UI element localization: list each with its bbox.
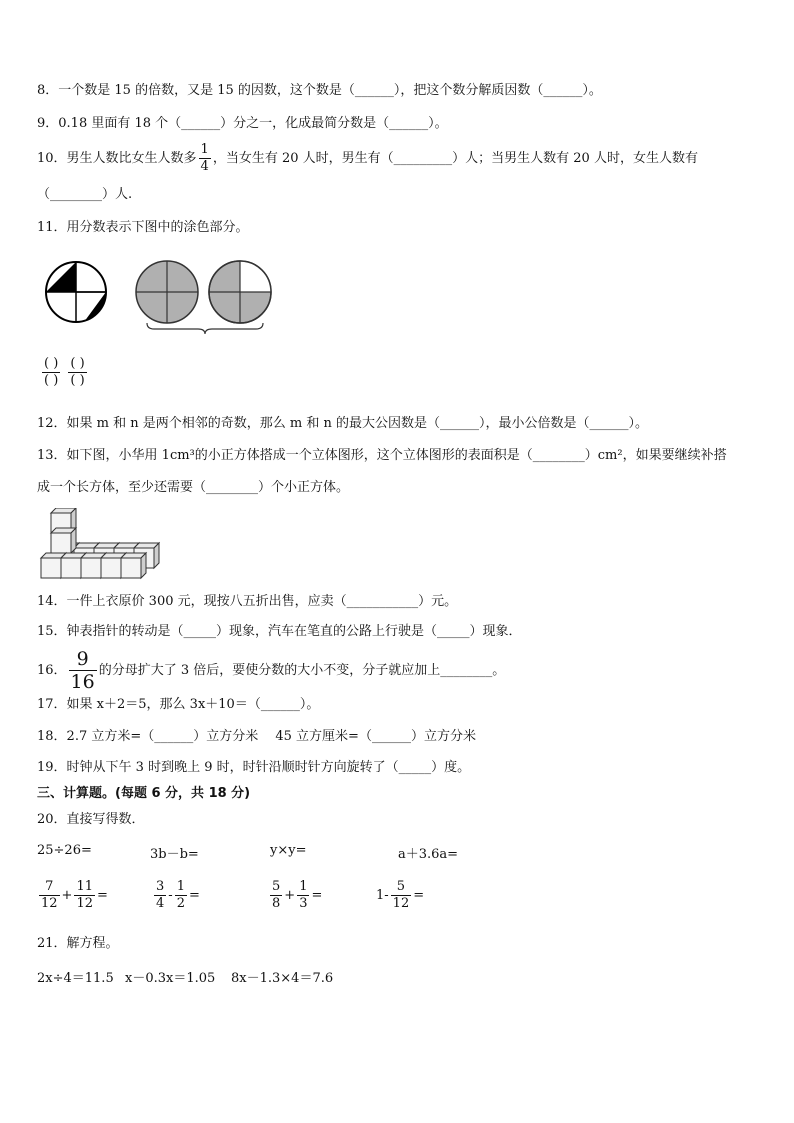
- f2-op: -: [168, 888, 173, 903]
- question-8: 8．一个数是 15 的倍数，又是 15 的因数，这个数是（______），把这个数分解质因数（______）。: [37, 83, 602, 98]
- f3-eq: =: [311, 888, 323, 903]
- q10-prefix: 10．男生人数比女生人数多: [37, 151, 197, 166]
- q20-row1-item-1: 25÷26=: [37, 843, 92, 858]
- question-18: 18．2.7 立方米=（______）立方分米 45 立方厘米=（______）立方分米: [37, 729, 476, 744]
- q10-frac-den: 4: [200, 159, 209, 174]
- q20-row1-item-3: y×y=: [270, 843, 307, 858]
- question-9: 9．0.18 里面有 18 个（______）分之一，化成最简分数是（______）。: [37, 116, 448, 131]
- question-12: 12．如果 m 和 n 是两个相邻的奇数，那么 m 和 n 的最大公因数是（______），最小公倍数是（______）。: [37, 416, 649, 431]
- question-15: 15．钟表指针的转动是（_____）现象，汽车在笔直的公路上行驶是（_____）现象．: [37, 624, 522, 639]
- q11-answer-fraction-2: [68, 356, 86, 389]
- f3-d2: 3: [299, 896, 308, 911]
- question-13-line2: 成一个长方体，至少还需要（________）个小正方体。: [37, 480, 350, 495]
- q16-prefix: 16．: [37, 663, 67, 678]
- f2-d1: 4: [156, 896, 165, 911]
- q21-equation-2: x－0.3x＝1.05: [125, 971, 216, 986]
- q11-figure: [40, 252, 280, 337]
- f1-n1: 7: [39, 879, 60, 896]
- question-13-line1: 13．如下图，小华用 1cm³的小正方体搭成一个立体图形，这个立体图形的表面积是（________）cm²，如果要继续补搭: [37, 448, 727, 463]
- question-11: 11．用分数表示下图中的涂色部分。: [37, 220, 249, 235]
- q10-fraction: [199, 142, 211, 175]
- f1-op: +: [61, 888, 73, 903]
- f4-d1: 12: [392, 896, 410, 911]
- q11-circle-1: [46, 262, 106, 322]
- q20-fraction-expr-3: [268, 879, 322, 912]
- q13-cube-figure: [38, 508, 160, 580]
- q11-a1-num: ( ): [44, 356, 59, 371]
- q11-circle-2: [136, 261, 198, 323]
- question-21: 21．解方程。: [37, 936, 119, 951]
- q16-suffix: 的分母扩大了 3 倍后，要使分数的大小不变，分子就应加上________。: [98, 663, 506, 678]
- q16-frac-num: 9: [69, 648, 97, 671]
- f3-n2: 1: [299, 879, 308, 894]
- q20-row1-item-2: 3b－b=: [150, 847, 199, 862]
- f2-eq: =: [188, 888, 200, 903]
- question-20: 20．直接写得数．: [37, 812, 145, 827]
- f1-eq: =: [97, 888, 108, 903]
- f1-d1: 12: [41, 896, 58, 911]
- section-3-heading: 三、计算题。(每题 6 分，共 18 分): [37, 786, 251, 801]
- q10-frac-num: 1: [200, 142, 209, 157]
- q20-fraction-expr-2: [152, 879, 200, 912]
- question-19: 19．时钟从下午 3 时到晚上 9 时，时针沿顺时针方向旋转了（_____）度。: [37, 760, 471, 775]
- f2-n1: 3: [156, 879, 165, 894]
- f1-d2: 12: [76, 896, 93, 911]
- question-10-line2: （________）人.: [37, 187, 133, 202]
- q10-suffix: ，当女生有 20 人时，男生有（_________）人；当男生人数有 20 人时，女生人数有: [212, 151, 698, 166]
- f2-d2: 2: [176, 896, 185, 911]
- q21-equation-3: 8x－1.3×4＝7.6: [231, 971, 334, 986]
- question-14: 14．一件上衣原价 300 元，现按八五折出售，应卖（___________）元。: [37, 594, 458, 609]
- q11-brace: [147, 323, 263, 334]
- q11-answer-fraction-1: [42, 356, 60, 389]
- f3-op: +: [284, 888, 296, 903]
- q20-row1-item-4: a＋3.6a=: [398, 847, 459, 862]
- q11-a1-den: ( ): [44, 373, 59, 388]
- f1-n2: 11: [76, 879, 93, 894]
- f4-n1: 5: [391, 879, 412, 896]
- f4-pre: 1-: [376, 888, 389, 903]
- q20-fraction-expr-1: [37, 879, 108, 912]
- q16-frac-den: 16: [70, 671, 95, 693]
- f3-d1: 8: [272, 896, 281, 911]
- f4-eq: =: [413, 888, 425, 903]
- q16-fraction: [69, 648, 97, 693]
- q20-fraction-expr-4: [376, 879, 424, 912]
- q11-circle-3: [209, 261, 271, 323]
- question-10: [37, 141, 698, 177]
- q11-a2-den: ( ): [70, 373, 85, 388]
- q11-a2-num: ( ): [70, 356, 85, 371]
- question-16: [37, 648, 505, 693]
- f3-n1: 5: [272, 879, 281, 894]
- q21-equation-1: 2x÷4＝11.5: [37, 971, 114, 986]
- f2-n2: 1: [176, 879, 185, 894]
- q11-answers: [40, 356, 89, 389]
- question-17: 17．如果 x＋2＝5，那么 3x＋10＝（______）。: [37, 697, 320, 712]
